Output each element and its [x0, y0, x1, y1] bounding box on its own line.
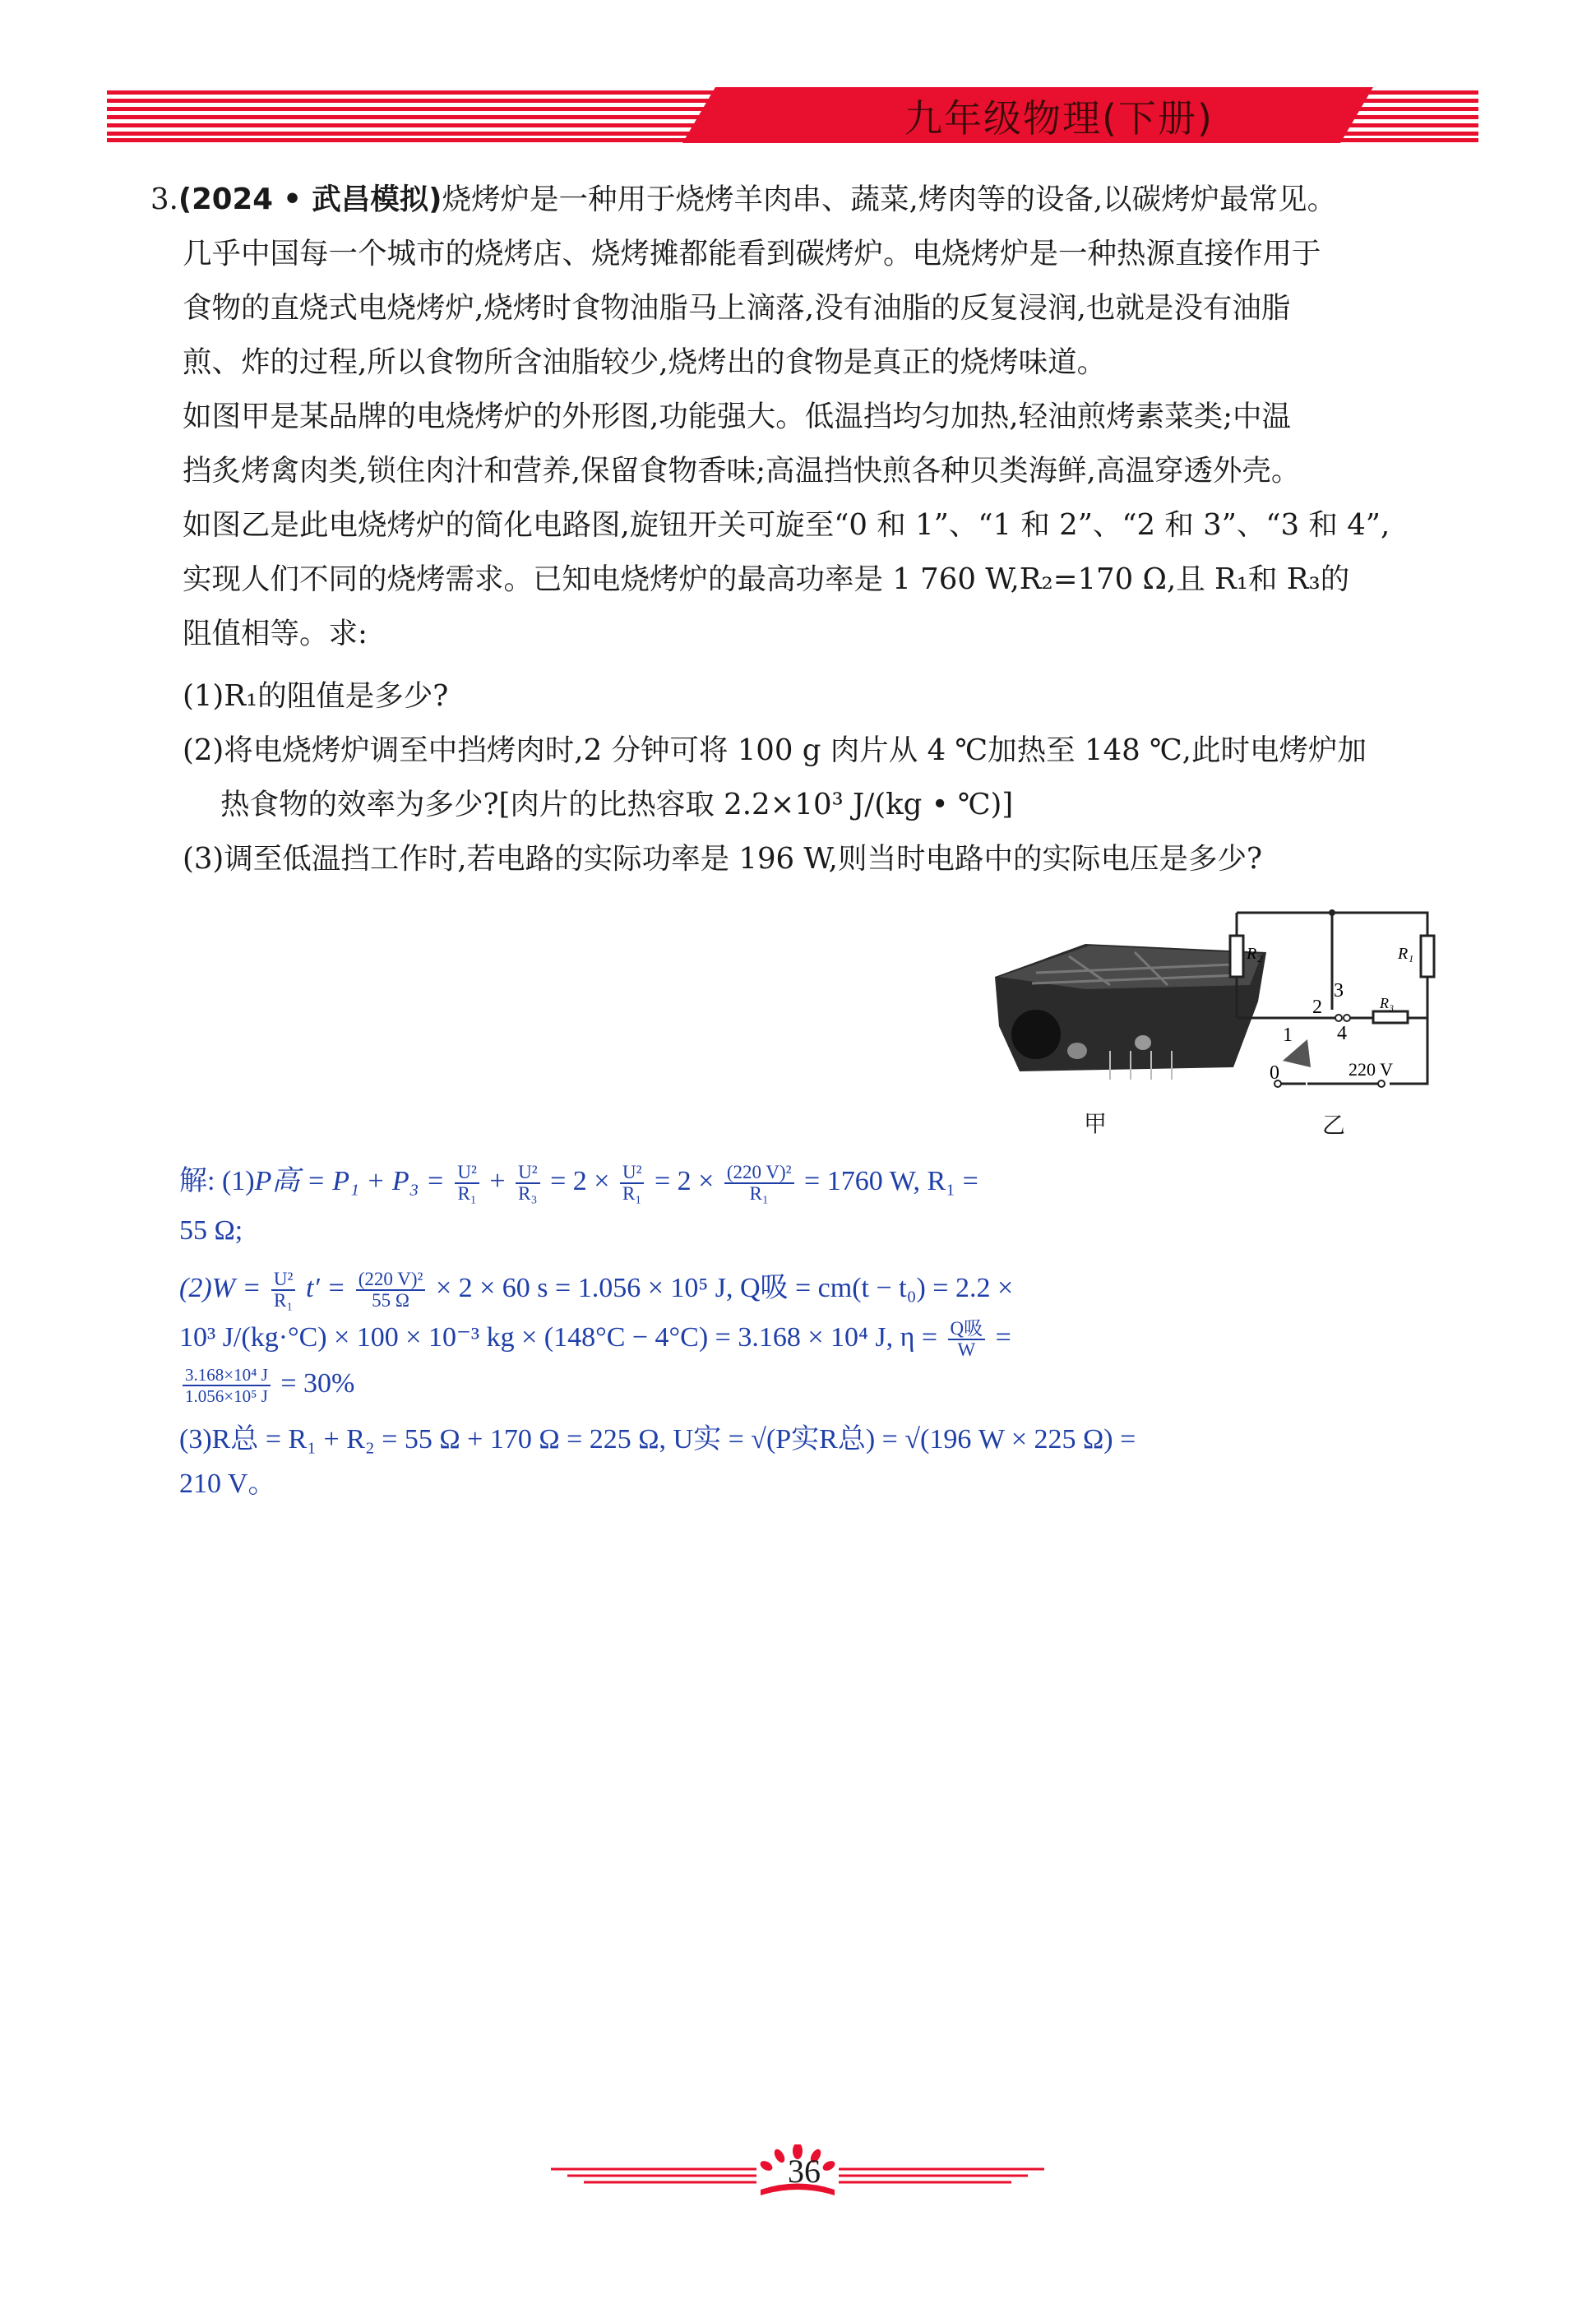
solution-line-2: 55 Ω;: [179, 1215, 243, 1246]
problem-line: 煎、炸的过程,所以食物所含油脂较少,烧烤出的食物是真正的烧烤味道。: [183, 345, 1107, 379]
fraction: $\frac{\text{(220 V)²}}{55 \Omega}$: [356, 1270, 426, 1311]
solution-line-3: (2)W = $\frac{\text{U²}}{\text{R₁}}$ t′ = $\frac{\text{(220 V)²}}{55 \Omega}$ × 2 × 60 s = 1.056 × 10⁵ J, Q吸 = cm(t − t₀) = 2.2 ×: [179, 1269, 1014, 1311]
label-r2: R₂: [1247, 945, 1263, 963]
problem-line: 实现人们不同的烧烤需求。已知电烧烤炉的最高功率是 1 760 W,R₂=170 Ω,且 R₁和 R₃的: [183, 562, 1350, 596]
header-title: 九年级物理(下册): [904, 96, 1214, 141]
photo-caption: 甲: [1084, 1110, 1108, 1137]
resistor-r1: [1421, 936, 1434, 977]
problem-line: 如图乙是此电烧烤炉的简化电路图,旋钮开关可旋至“0 和 1”、“1 和 2”、“2 和 3”、“3 和 4”,: [183, 508, 1390, 542]
page-number: 36: [788, 2153, 821, 2190]
fraction: $\frac{\text{(220 V)²}}{\text{R₁}}$: [724, 1163, 794, 1204]
label-r1: R₁: [1398, 945, 1414, 963]
question-2: (2)将电烧烤炉调至中挡烤肉时,2 分钟可将 100 g 肉片从 4 ℃加热至 148 ℃,此时电烤炉加: [183, 733, 1367, 767]
problem-source: (2024 • 武昌模拟): [178, 183, 442, 216]
fraction: $\frac{\text{U²}}{\text{R₁}}$: [455, 1163, 479, 1204]
terminal-2: 2: [1312, 997, 1322, 1018]
problem-line: 食物的直烧式电烧烤炉,烧烤时食物油脂马上滴落,没有油脂的反复浸润,也就是没有油脂: [183, 291, 1291, 325]
resistor-r2: [1230, 936, 1243, 977]
header-band: [107, 86, 1478, 145]
label-r3: R₃: [1380, 995, 1395, 1011]
problem-line: 如图甲是某品牌的电烧烤炉的外形图,功能强大。低温挡均匀加热,轻油煎烤素菜类;中温: [183, 400, 1292, 433]
terminal-0: 0: [1270, 1062, 1279, 1084]
solution-label: 解: (1): [179, 1166, 255, 1196]
question-3: (3)调至低温挡工作时,若电路的实际功率是 196 W,则当时电路中的实际电压是多少?: [183, 842, 1262, 876]
solution-line-4: 10³ J/(kg·°C) × 100 × 10⁻³ kg × (148°C − 4°C) = 3.168 × 10⁴ J, η = $\frac{\text{Q吸}}{W}$ =: [179, 1318, 1011, 1360]
problem-line: 挡炙烤禽肉类,锁住肉汁和营养,保留食物香味;高温挡快煎各种贝类海鲜,高温穿透外壳。: [183, 454, 1301, 488]
solution-text: P高 = P₁ + P₃ =: [254, 1166, 445, 1196]
terminal-3: 3: [1334, 980, 1344, 1001]
problem-text: 烧烤炉是一种用于烧烤羊肉串、蔬菜,烤肉等的设备,以碳烤炉最常见。: [442, 183, 1337, 216]
circuit-caption: 乙: [1322, 1112, 1346, 1139]
circuit-diagram: [1225, 903, 1447, 1100]
fraction: $\frac{\text{U²}}{\text{R₃}}$: [516, 1163, 540, 1204]
fraction: $\frac{\text{3.168×10⁴ J}}{\text{1.056×10⁵ J}}$: [183, 1365, 271, 1406]
problem-line: 阻值相等。求:: [183, 617, 368, 650]
question-2-cont: 热食物的效率为多少?[肉片的比热容取 2.2×10³ J/(kg • ℃)]: [220, 788, 1014, 821]
solution-line-7: 210 V。: [179, 1469, 276, 1499]
solution-line-1: 解: (1)P高 = P₁ + P₃ = $\frac{\text{U²}}{\text{R₁}}$ + $\frac{\text{U²}}{\text{R₃}}$ = 2 × $\frac{\text{U²}}{\text{R₁}}$ = 2 × $\frac{\text{(220 V)²}}{\text{R₁}}$ = 1760 W, R₁ =: [179, 1162, 978, 1205]
problem-line: 几乎中国每一个城市的烧烤店、烧烤摊都能看到碳烤炉。电烧烤炉是一种热源直接作用于: [183, 237, 1321, 271]
terminal-4: 4: [1337, 1023, 1347, 1044]
solution-line-5: $\frac{\text{3.168×10⁴ J}}{\text{1.056×10⁵ J}}$ = 30%: [179, 1365, 354, 1406]
question-1: (1)R₁的阻值是多少?: [183, 679, 449, 713]
voltage-label: 220 V: [1349, 1059, 1393, 1080]
problem-line-1: [150, 173, 1336, 227]
resistor-r3: [1373, 1011, 1408, 1023]
fraction: $\frac{\text{Q吸}}{W}$: [948, 1319, 986, 1360]
solution-line-6: (3)R总 = R₁ + R₂ = 55 Ω + 170 Ω = 225 Ω, U实 = √(P实R总) = √(196 W × 225 Ω) =: [179, 1424, 1136, 1455]
fraction: $\frac{\text{U²}}{\text{R₁}}$: [271, 1270, 296, 1311]
problem-number: 3.: [150, 183, 178, 216]
terminal-1: 1: [1283, 1025, 1293, 1046]
fraction: $\frac{\text{U²}}{\text{R₁}}$: [620, 1163, 645, 1204]
